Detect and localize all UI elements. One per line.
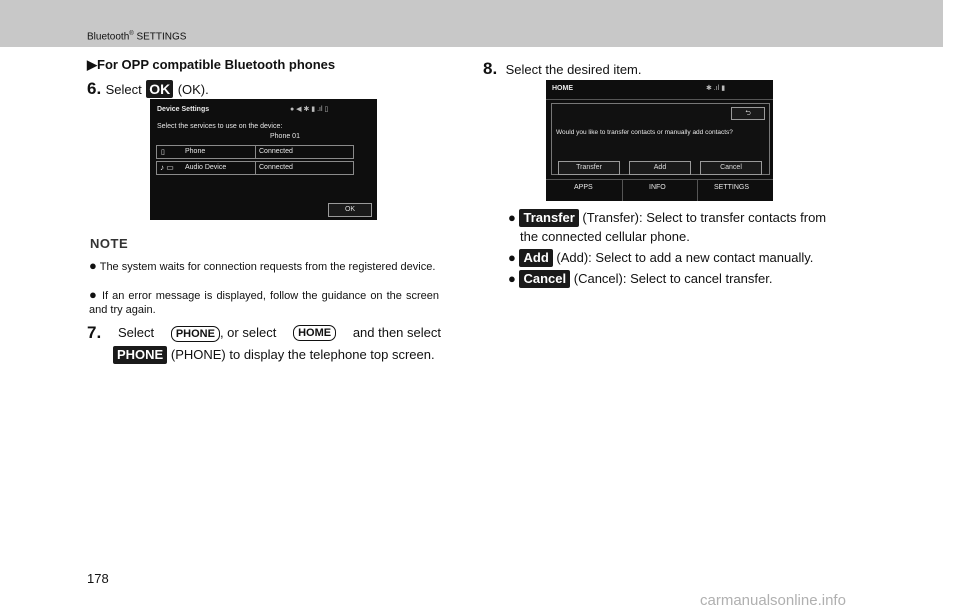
note-item: ● The system waits for connection requests from the registered device.	[89, 258, 436, 273]
status-icons: ✱ .ıl ▮	[706, 85, 726, 92]
transfer-screenshot	[546, 80, 773, 201]
step-8: 8. Select the desired item.	[483, 59, 642, 78]
screen-ok-button[interactable]: OK	[328, 203, 372, 217]
tab-apps[interactable]: APPS	[574, 184, 593, 191]
home-button-icon: HOME	[293, 325, 336, 341]
step-7: 7. Select PHONE , or select HOME and then select PHONE (PHONE) to display the telephone top screen.	[87, 323, 441, 362]
step-6: 6. Select OK (OK).	[87, 79, 209, 98]
music-note-icon: ♪ ▭	[160, 163, 174, 172]
phone-name: Phone 01	[270, 133, 300, 140]
transfer-button-icon: Transfer	[519, 209, 578, 227]
service-row-phone[interactable]: ▯ Phone Connected	[156, 145, 354, 159]
home-label[interactable]: HOME	[552, 85, 573, 92]
watermark: carmanualsonline.info	[700, 592, 846, 609]
device-settings-screenshot	[150, 99, 377, 220]
phone-dark-button-icon: PHONE	[113, 346, 167, 364]
header-title: Bluetooth® SETTINGS	[87, 31, 187, 43]
screen-subtitle: Select the services to use on the device:	[157, 123, 283, 130]
back-arrow-icon: ⮌	[745, 110, 751, 117]
bullet-cancel: ● Cancel (Cancel): Select to cancel transfer.	[508, 271, 773, 286]
tab-settings[interactable]: SETTINGS	[714, 184, 750, 191]
bullet-transfer: ● Transfer (Transfer): Select to transfer contacts from the connected cellular phone.	[508, 210, 827, 244]
note-item: ● If an error message is displayed, follow the guidance on the screen and try again.	[89, 287, 439, 316]
transfer-button[interactable]: Transfer	[558, 161, 620, 175]
service-row-audio[interactable]: ♪ ▭ Audio Device Connected	[156, 161, 354, 175]
tab-info[interactable]: INFO	[649, 184, 666, 191]
cancel-button[interactable]: Cancel	[700, 161, 762, 175]
phone-icon: ▯	[161, 149, 165, 156]
phone-button-icon: PHONE	[171, 326, 220, 342]
status-icons: ● ◀ ✱ ▮ .ıl ▯	[290, 106, 329, 113]
screen-title: Device Settings	[157, 106, 210, 113]
page-number: 178	[87, 571, 109, 586]
section-heading: ▶For OPP compatible Bluetooth phones	[87, 57, 336, 72]
bullet-add: ● Add (Add): Select to add a new contact manually.	[508, 250, 814, 265]
back-button[interactable]	[731, 107, 765, 120]
add-button[interactable]: Add	[629, 161, 691, 175]
cancel-button-icon: Cancel	[519, 270, 570, 288]
add-button-icon: Add	[519, 249, 552, 267]
ok-button-icon: OK	[146, 80, 173, 98]
dialog-question: Would you like to transfer contacts or manually add contacts?	[556, 129, 733, 136]
note-label: NOTE	[90, 236, 129, 251]
